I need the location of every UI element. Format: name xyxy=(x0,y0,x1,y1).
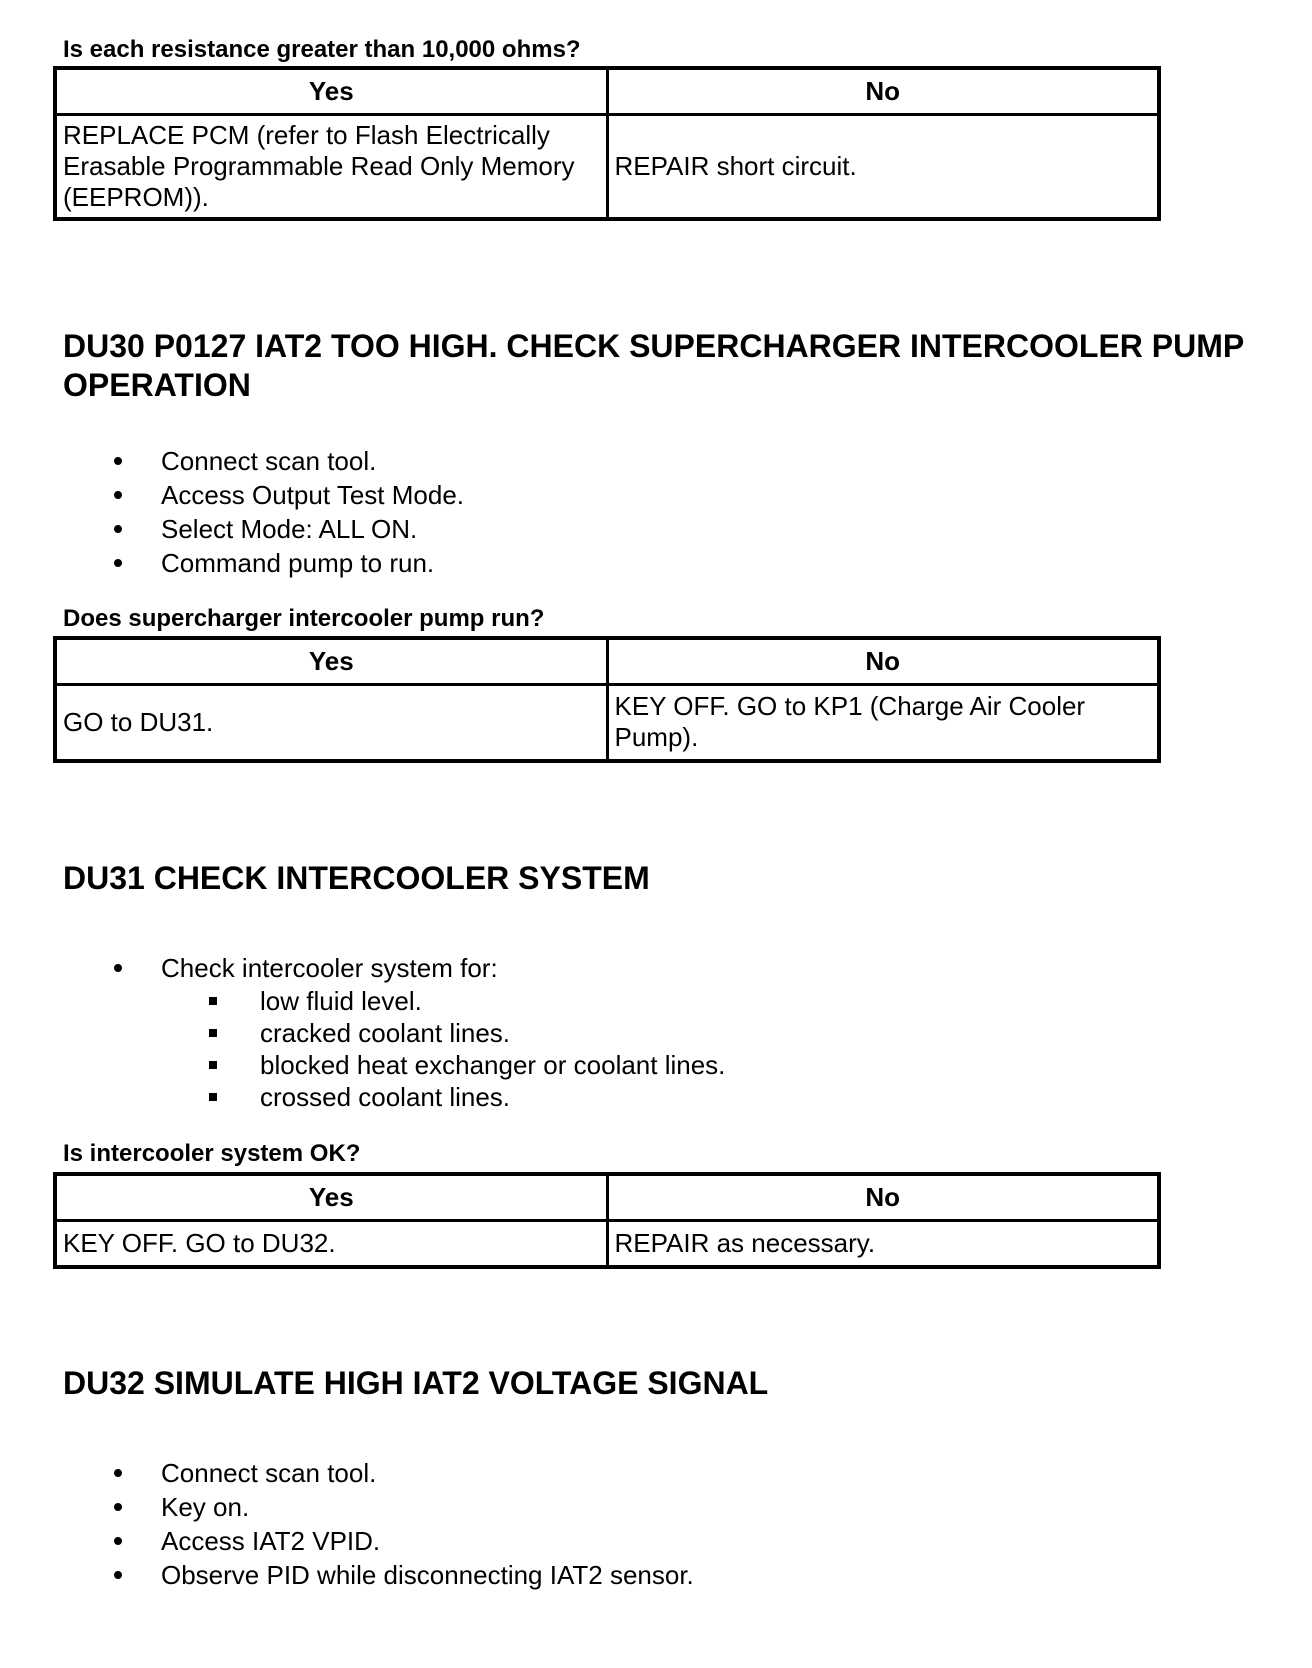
step-text: Check intercooler system for: xyxy=(161,953,498,983)
step-text: Connect scan tool. xyxy=(161,1458,377,1488)
question-label: Is intercooler system OK? xyxy=(63,1140,361,1167)
yes-cell: KEY OFF. GO to DU32. xyxy=(55,1221,607,1267)
bullet-icon xyxy=(114,1571,122,1579)
section-heading: DU32 SIMULATE HIGH IAT2 VOLTAGE SIGNAL xyxy=(63,1365,769,1401)
sub-step-text: cracked coolant lines. xyxy=(260,1018,511,1048)
question-label: Is each resistance greater than 10,000 ohms? xyxy=(63,36,581,63)
yes-header: Yes xyxy=(55,68,607,115)
bullet-icon xyxy=(114,1503,122,1511)
square-bullet-icon xyxy=(209,1061,217,1069)
sub-step-text: low fluid level. xyxy=(260,986,422,1016)
list-item xyxy=(110,1524,694,1558)
no-cell: REPAIR short circuit. xyxy=(607,115,1159,219)
list-item xyxy=(209,1017,725,1049)
decision-table xyxy=(53,636,1161,763)
step-text: Key on. xyxy=(161,1492,250,1522)
list-item xyxy=(110,951,725,1113)
sub-step-text: crossed coolant lines. xyxy=(260,1082,511,1112)
bullet-icon xyxy=(114,457,122,465)
step-text: Command pump to run. xyxy=(161,548,435,578)
no-cell: REPAIR as necessary. xyxy=(607,1221,1159,1267)
square-bullet-icon xyxy=(209,1029,217,1037)
question-label: Does supercharger intercooler pump run? xyxy=(63,605,545,632)
step-list xyxy=(110,1456,694,1592)
decision-table xyxy=(53,66,1161,221)
list-item xyxy=(209,1049,725,1081)
sub-step-text: blocked heat exchanger or coolant lines. xyxy=(260,1050,726,1080)
square-bullet-icon xyxy=(209,1093,217,1101)
list-item xyxy=(110,1558,694,1592)
list-item xyxy=(110,478,464,512)
list-item xyxy=(110,444,464,478)
bullet-icon xyxy=(114,1537,122,1545)
step-list xyxy=(110,951,725,1113)
list-item xyxy=(110,1490,694,1524)
bullet-icon xyxy=(114,964,122,972)
step-text: Observe PID while disconnecting IAT2 sensor. xyxy=(161,1560,694,1590)
bullet-icon xyxy=(114,525,122,533)
bullet-icon xyxy=(114,559,122,567)
square-bullet-icon xyxy=(209,997,217,1005)
sub-step-list xyxy=(209,985,725,1113)
yes-cell: GO to DU31. xyxy=(55,685,607,761)
no-cell: KEY OFF. GO to KP1 (Charge Air Cooler Pump). xyxy=(607,685,1159,761)
list-item xyxy=(110,512,464,546)
yes-header: Yes xyxy=(55,1174,607,1221)
step-text: Access IAT2 VPID. xyxy=(161,1526,381,1556)
bullet-icon xyxy=(114,491,122,499)
no-header: No xyxy=(607,638,1159,685)
list-item xyxy=(110,546,464,580)
list-item xyxy=(209,985,725,1017)
list-item xyxy=(209,1081,725,1113)
yes-header: Yes xyxy=(55,638,607,685)
yes-cell: REPLACE PCM (refer to Flash Electrically Erasable Programmable Read Only Memory (EEPROM)). xyxy=(55,115,607,219)
decision-table xyxy=(53,1172,1161,1269)
step-text: Access Output Test Mode. xyxy=(161,480,464,510)
step-list xyxy=(110,444,464,580)
bullet-icon xyxy=(114,1469,122,1477)
step-text: Select Mode: ALL ON. xyxy=(161,514,418,544)
section-heading: DU30 P0127 IAT2 TOO HIGH. CHECK SUPERCHARGER INTERCOOLER PUMP OPERATION xyxy=(63,328,1244,403)
section-heading: DU31 CHECK INTERCOOLER SYSTEM xyxy=(63,860,650,896)
no-header: No xyxy=(607,1174,1159,1221)
no-header: No xyxy=(607,68,1159,115)
list-item xyxy=(110,1456,694,1490)
step-text: Connect scan tool. xyxy=(161,446,377,476)
